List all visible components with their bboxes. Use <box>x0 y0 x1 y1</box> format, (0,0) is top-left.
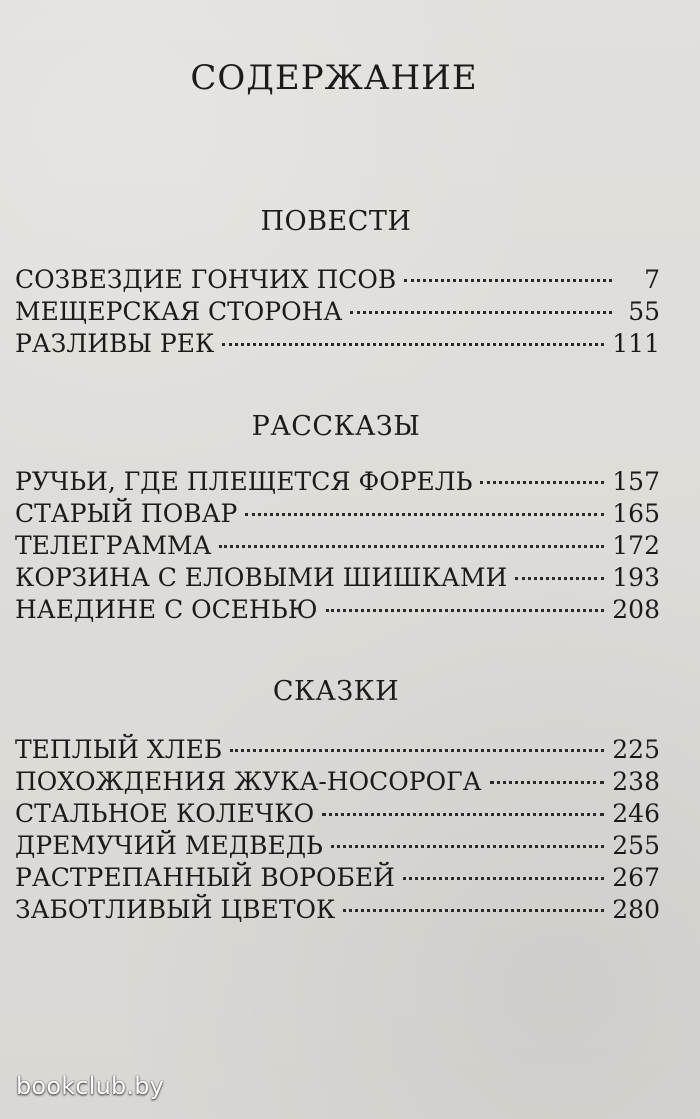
toc-entry-title: РАСТРЕПАННЫЙ ВОРОБЕЙ <box>15 863 395 892</box>
toc-entry-title: КОРЗИНА С ЕЛОВЫМИ ШИШКАМИ <box>15 563 508 592</box>
dot-leader <box>230 749 604 752</box>
toc-entry-title: НАЕДИНЕ С ОСЕНЬЮ <box>15 595 318 624</box>
toc-entry-title: РАЗЛИВЫ РЕК <box>15 329 215 358</box>
toc-list-rasskazy <box>15 466 660 626</box>
toc-entry <box>15 562 660 594</box>
dot-leader <box>350 311 612 314</box>
toc-page-number: 7 <box>644 265 660 294</box>
toc-entry-title: ПОХОЖДЕНИЯ ЖУКА-НОСОРОГА <box>15 767 482 796</box>
section-title-rasskazy: РАССКАЗЫ <box>251 411 421 442</box>
dot-leader <box>219 545 604 548</box>
dot-leader <box>326 609 605 612</box>
toc-list-povesti <box>15 264 660 360</box>
toc-entry-title: РУЧЬИ, ГДЕ ПЛЕЩЕТСЯ ФОРЕЛЬ <box>15 467 473 496</box>
toc-entry-title: ТЕПЛЫЙ ХЛЕБ <box>15 735 223 764</box>
section-title-povesti: ПОВЕСТИ <box>260 206 412 237</box>
toc-page-number: 225 <box>612 735 660 764</box>
toc-entry <box>15 766 660 798</box>
toc-page-number: 165 <box>612 499 660 528</box>
dot-leader <box>404 279 612 282</box>
dot-leader <box>515 577 604 580</box>
toc-entry <box>15 530 660 562</box>
dot-leader <box>480 481 604 484</box>
toc-entry <box>15 466 660 498</box>
dot-leader <box>331 845 604 848</box>
dot-leader <box>343 909 604 912</box>
toc-page-number: 157 <box>612 467 660 496</box>
toc-list-skazki <box>15 734 660 926</box>
dot-leader <box>490 781 605 784</box>
toc-entry-title: СОЗВЕЗДИЕ ГОНЧИХ ПСОВ <box>15 265 397 294</box>
page-title: СОДЕРЖАНИЕ <box>190 58 478 98</box>
toc-entry-title: ТЕЛЕГРАММА <box>15 531 212 560</box>
toc-entry-title: СТАЛЬНОЕ КОЛЕЧКО <box>15 799 315 828</box>
site-watermark: bookclub.by <box>16 1072 165 1100</box>
toc-entry <box>15 830 660 862</box>
toc-page-number: 238 <box>612 767 660 796</box>
toc-entry <box>15 296 660 328</box>
dot-leader <box>322 813 604 816</box>
toc-entry <box>15 594 660 626</box>
toc-page-number: 111 <box>612 329 660 358</box>
toc-page-number: 280 <box>612 895 660 924</box>
dot-leader <box>245 513 604 516</box>
section-title-skazki: СКАЗКИ <box>272 676 400 707</box>
toc-entry <box>15 264 660 296</box>
toc-page-number: 255 <box>612 831 660 860</box>
toc-page-number: 267 <box>612 863 660 892</box>
toc-entry-title: МЕЩЕРСКАЯ СТОРОНА <box>15 297 343 326</box>
toc-page-number: 208 <box>612 595 660 624</box>
dot-leader <box>222 343 604 346</box>
toc-page-number: 193 <box>612 563 660 592</box>
toc-entry <box>15 862 660 894</box>
toc-entry <box>15 734 660 766</box>
toc-entry-title: СТАРЫЙ ПОВАР <box>15 499 238 528</box>
toc-page-number: 172 <box>612 531 660 560</box>
toc-entry <box>15 498 660 530</box>
dot-leader <box>403 877 604 880</box>
toc-page-number: 55 <box>628 297 660 326</box>
toc-entry <box>15 328 660 360</box>
toc-entry <box>15 798 660 830</box>
toc-entry <box>15 894 660 926</box>
toc-entry-title: ДРЕМУЧИЙ МЕДВЕДЬ <box>15 831 323 860</box>
toc-page-number: 246 <box>612 799 660 828</box>
toc-entry-title: ЗАБОТЛИВЫЙ ЦВЕТОК <box>15 895 336 924</box>
